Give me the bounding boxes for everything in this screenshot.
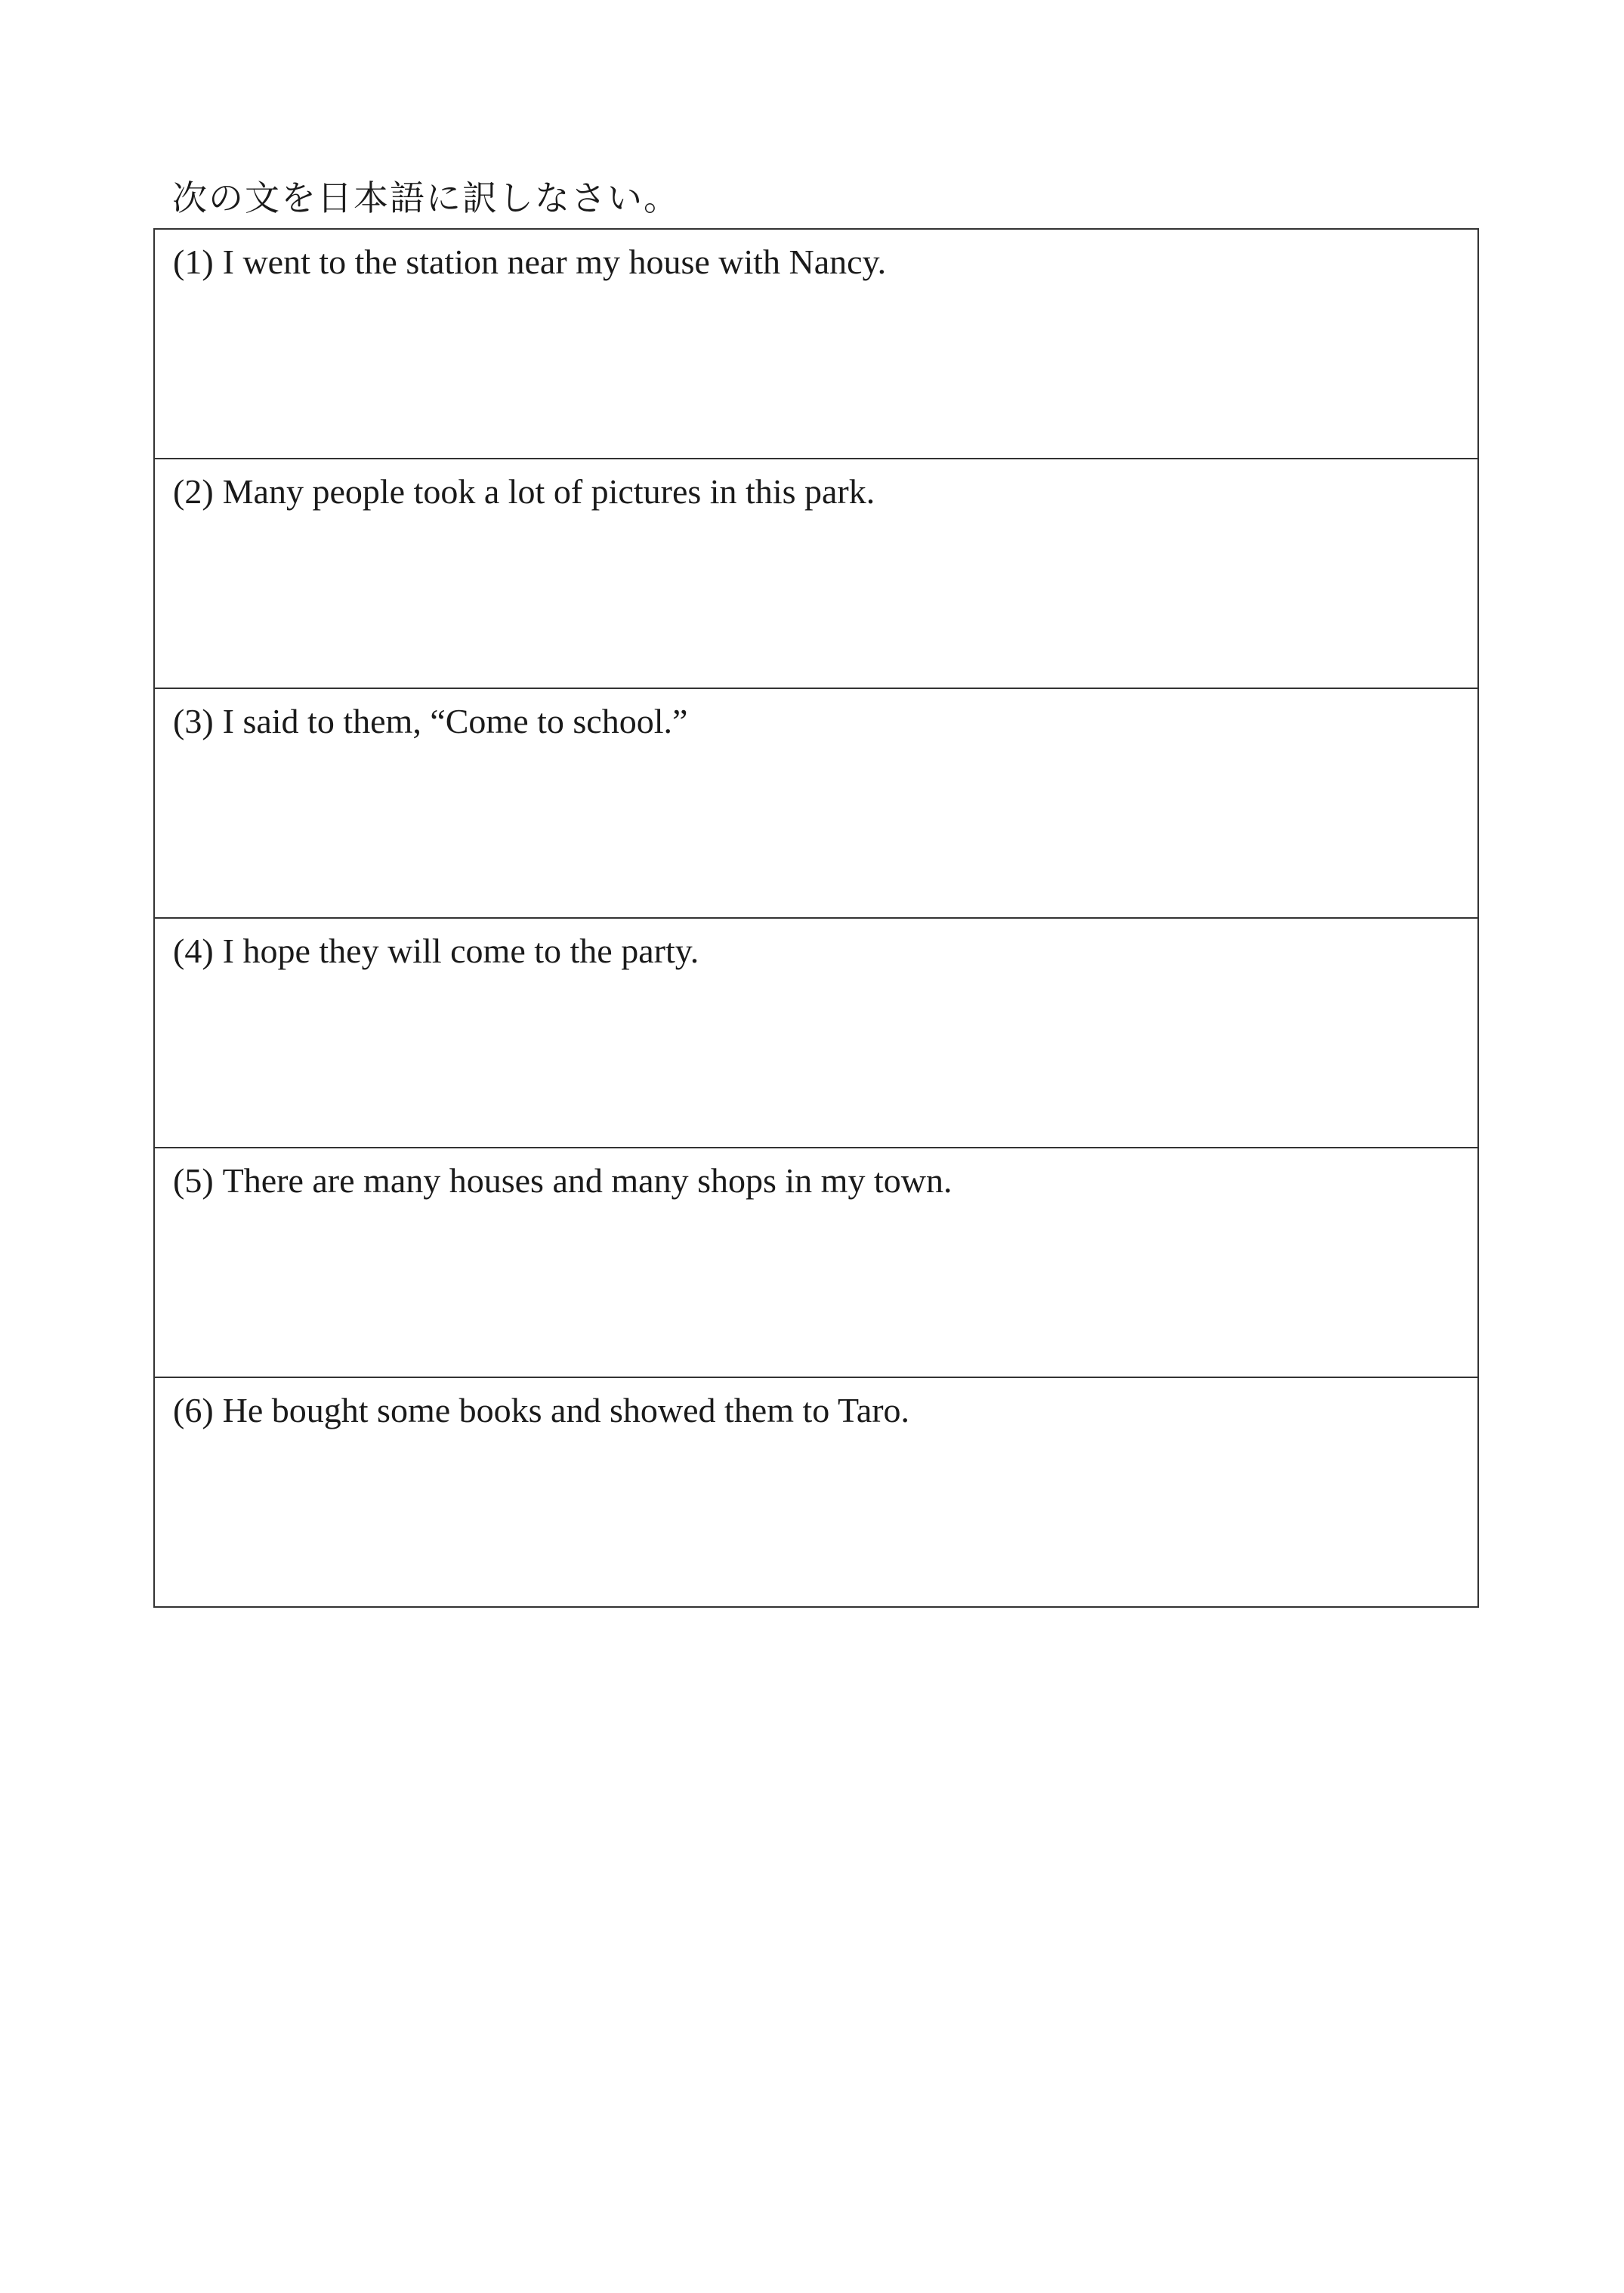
question-number: (5) [173,1161,214,1200]
answer-row-5[interactable] [155,1148,1477,1378]
question-6 [173,1386,909,1435]
answer-row-1[interactable] [155,230,1477,459]
question-number: (3) [173,702,214,740]
answer-row-3[interactable] [155,689,1477,919]
instruction-heading: 次の文を日本語に訳しなさい。 [172,178,680,218]
question-3 [173,697,687,746]
answer-row-4[interactable] [155,919,1477,1148]
question-number: (2) [173,472,214,511]
answer-row-6[interactable] [155,1378,1477,1608]
question-sentence: I hope they will come to the party. [222,932,699,970]
question-sentence: I went to the station near my house with Nancy. [222,243,887,281]
answer-table [153,228,1479,1608]
question-number: (6) [173,1391,214,1429]
question-number: (1) [173,243,214,281]
question-sentence: Many people took a lot of pictures in this park. [222,472,875,511]
question-sentence: There are many houses and many shops in my town. [222,1161,952,1200]
question-2 [173,467,875,517]
question-1 [173,237,886,287]
question-4 [173,926,699,976]
question-sentence: He bought some books and showed them to Taro. [222,1391,910,1429]
question-5 [173,1156,952,1206]
question-number: (4) [173,932,214,970]
answer-row-2[interactable] [155,459,1477,689]
question-sentence: I said to them, “Come to school.” [222,702,688,740]
